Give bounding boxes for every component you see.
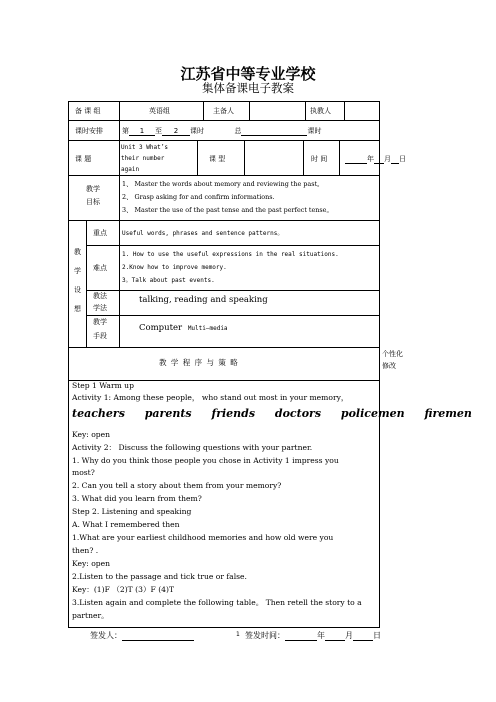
method-label-1: 教法: [93, 292, 107, 300]
body-line-1: Step 1 Warm up: [72, 381, 134, 390]
signer-footer: [90, 630, 194, 641]
objective-item-1: 1、 Master the words about memory and reviewing the past。: [122, 180, 324, 188]
group-value: 英语组: [149, 107, 170, 115]
means-value-main: Computer: [139, 323, 183, 333]
difficulty-label: 难点: [93, 264, 107, 272]
topic-line-2: their number: [121, 155, 165, 162]
col-divider: [119, 102, 120, 175]
total-hours-label: 课时: [307, 127, 322, 135]
method-label-2: 学法: [93, 304, 107, 312]
teacher-label: 执教人: [310, 107, 331, 115]
lesson-plan-table: [68, 101, 406, 628]
body-line-8: 3. What did you learn from them?: [72, 494, 202, 503]
col-divider: [119, 220, 120, 347]
host-label: 主备人: [213, 107, 234, 115]
objective-item-2: 2、 Grasp asking for and confirm informations.: [122, 193, 275, 201]
body-line-4: Activity 2： Discuss the following questions with your partner.: [72, 443, 313, 452]
body-line-7: 2. Can you tell a story about them from your memory?: [72, 481, 282, 490]
objective-item-3: 3、 Master the use of the past tense and the past perfect tense。: [122, 206, 333, 214]
sign-time-footer: [245, 630, 381, 641]
body-line-5: 1. Why do you think those people you chose in Activity 1 impress you: [72, 456, 339, 465]
col-divider: [249, 102, 250, 120]
row-divider: [86, 290, 379, 291]
topic-line-1: Unit 3 What’s: [121, 144, 168, 151]
group-label: 备 课 组: [75, 107, 101, 115]
design-side-label-3: 设: [74, 286, 81, 294]
side-header-1: 个性化: [382, 350, 403, 358]
body-line-3: Key: open: [72, 430, 111, 439]
body-line-17: partner。: [72, 611, 109, 620]
row-divider: [86, 315, 379, 316]
row-divider: [69, 347, 379, 348]
person-firemen: firemen: [424, 407, 472, 420]
signer-label: 签发人：: [90, 631, 122, 640]
body-line-11: 1.What are your earliest childhood memories and how old were you: [72, 533, 334, 542]
schedule-line: [122, 127, 321, 136]
col-divider: [197, 140, 198, 175]
week-value: 1: [129, 127, 155, 136]
objectives-label-2: 目标: [86, 198, 100, 206]
week-prefix: 第: [122, 127, 129, 135]
key-value: Useful words, phrases and sentence patterns。: [122, 230, 284, 237]
col-divider: [86, 220, 87, 347]
schedule-label: 课时安排: [75, 127, 103, 135]
people-row: [72, 407, 472, 420]
side-header-2: 修改: [382, 362, 396, 370]
col-divider: [303, 140, 304, 175]
col-divider: [203, 102, 204, 120]
time-label: 时 间: [311, 155, 328, 163]
footer-day: 日: [373, 631, 381, 640]
method-value: talking, reading and speaking: [139, 295, 268, 305]
body-line-14: 2.Listen to the passage and tick true or false.: [72, 572, 247, 581]
footer-year: 年: [317, 631, 325, 640]
total-blank: [241, 127, 307, 136]
body-line-15: Key：(1)F （2)T (3）F (4)T: [72, 585, 175, 594]
date-line: [345, 155, 406, 164]
document-subtitle: 集体备课电子教案: [202, 81, 294, 95]
difficulty-item-2: 2.Know how to improve memory.: [122, 264, 227, 271]
type-label: 课 型: [209, 155, 226, 163]
to-value: 2: [162, 127, 190, 136]
design-side-label-1: 教: [74, 248, 81, 256]
to-label: 至: [155, 127, 162, 135]
body-line-12: then? .: [72, 546, 99, 555]
col-divider: [305, 102, 306, 120]
body-line-2: Activity 1: Among these people， who stand out most in your memory，: [72, 393, 349, 402]
person-friends: friends: [211, 407, 256, 420]
person-parents: parents: [144, 407, 192, 420]
sign-time-label: 签发时间：: [245, 631, 285, 640]
objectives-label-1: 教学: [86, 185, 100, 193]
total-label: 总: [234, 127, 242, 135]
difficulty-item-3: 3。Talk about past events.: [122, 277, 215, 284]
body-line-6: most?: [72, 468, 95, 477]
col-divider: [244, 140, 245, 175]
design-side-label-2: 学: [74, 267, 81, 275]
means-value-sub: Multi—media: [187, 325, 228, 332]
topic-label: 课 题: [75, 155, 92, 163]
body-line-16: 3.Listen again and complete the following table。 Then retell the story to a: [72, 598, 362, 607]
means-label-2: 手段: [93, 332, 107, 340]
means-value: [139, 324, 228, 333]
row-divider: [69, 120, 379, 121]
person-policemen: policemen: [340, 407, 405, 420]
school-title: 江苏省中等专业学校: [180, 65, 316, 83]
design-side-label-4: 想: [74, 305, 81, 313]
col-divider: [339, 140, 340, 175]
person-doctors: doctors: [274, 407, 322, 420]
footer-month: 月: [345, 631, 353, 640]
body-line-9: Step 2. Listening and speaking: [72, 507, 192, 516]
row-divider: [69, 220, 379, 221]
col-divider: [119, 175, 120, 220]
procedure-header: 教 学 程 序 与 策 略: [159, 358, 239, 367]
col-divider: [379, 347, 380, 627]
col-divider: [344, 102, 345, 120]
means-label-1: 教学: [93, 318, 107, 326]
page-number: 1: [236, 631, 240, 638]
day-label: 日: [399, 155, 406, 163]
difficulty-item-1: 1. How to use the useful expressions in the real situations.: [122, 251, 339, 258]
month-label: 月: [384, 155, 391, 163]
year-label: 年: [367, 155, 374, 163]
body-line-10: A. What I remembered then: [72, 520, 180, 529]
person-teachers: teachers: [72, 407, 125, 420]
hours-label: 课时: [190, 127, 204, 135]
key-label: 重点: [93, 229, 107, 237]
body-line-13: Key: open: [72, 559, 111, 568]
row-divider: [69, 140, 379, 141]
row-divider: [86, 245, 379, 246]
row-divider: [69, 175, 379, 176]
topic-line-3: again: [121, 166, 140, 173]
signer-blank: [122, 632, 194, 641]
